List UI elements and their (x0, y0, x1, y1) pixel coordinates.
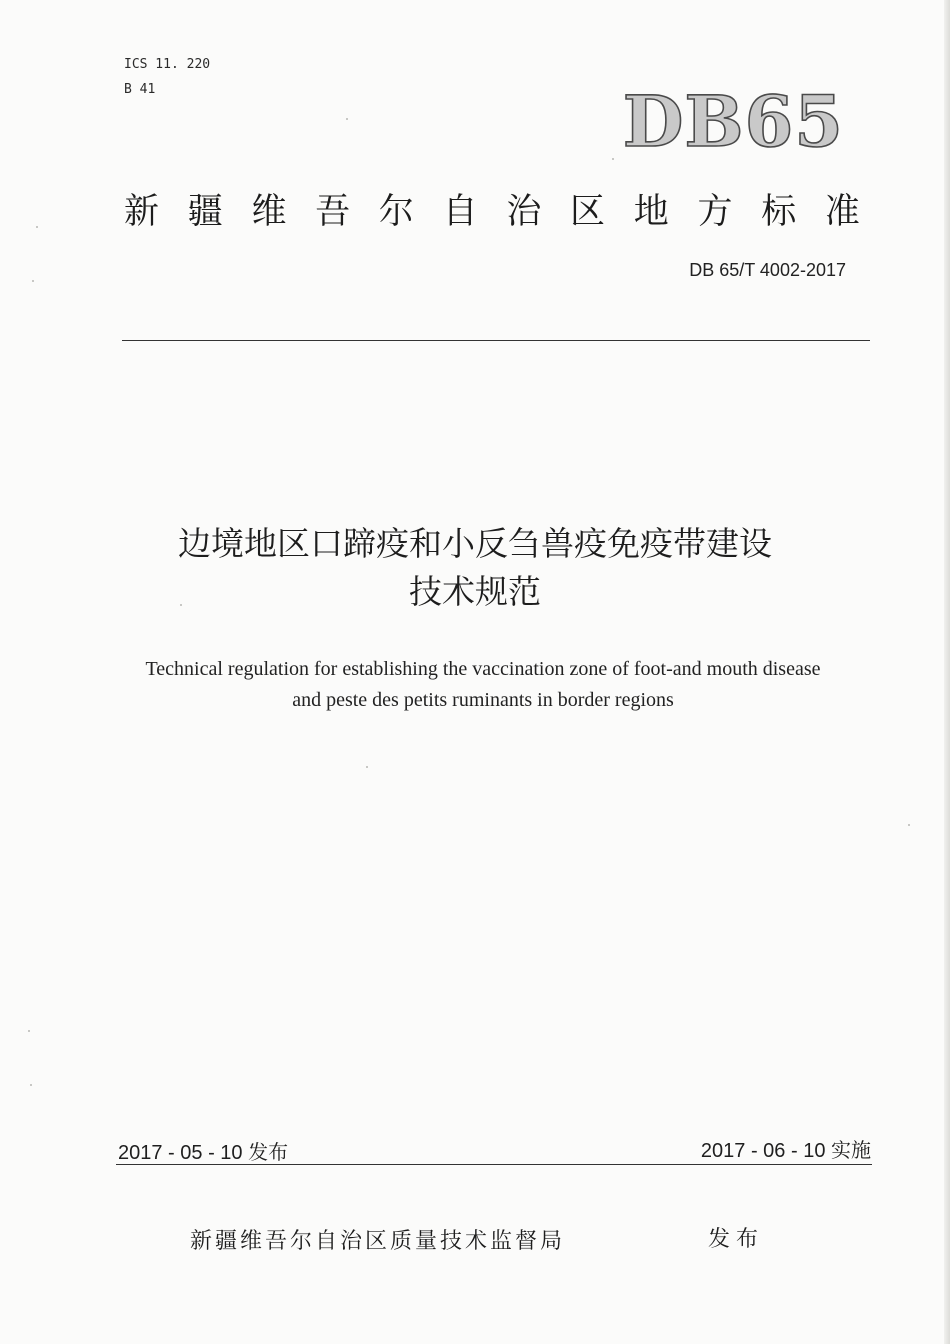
bottom-divider (116, 1164, 872, 1165)
scan-speck (366, 766, 368, 768)
scan-speck (180, 604, 182, 606)
heading-char: 新 (124, 192, 160, 232)
english-title (60, 654, 906, 716)
scan-edge-shadow (944, 0, 950, 1344)
heading-char: 治 (506, 192, 542, 232)
scan-speck (36, 226, 38, 228)
db65-logo: DB65 (622, 80, 844, 163)
heading-char: 自 (442, 192, 478, 232)
issuing-authority: 新疆维吾尔自治区质量技术监督局 (190, 1229, 566, 1254)
chinese-title (80, 520, 870, 616)
scan-speck (908, 824, 910, 826)
classification-codes (124, 52, 210, 102)
heading-char: 地 (633, 192, 669, 232)
ccs-code: B 41 (124, 82, 156, 97)
scan-speck (28, 1030, 30, 1032)
heading-char: 维 (251, 192, 287, 232)
issue-date: 2017 - 05 - 10 发布 (118, 1142, 289, 1164)
implementation-date: 2017 - 06 - 10 实施 (700, 1140, 871, 1162)
region-standard-heading (124, 188, 860, 236)
heading-char: 标 (761, 192, 797, 232)
scan-speck (346, 118, 348, 120)
scan-speck (612, 158, 614, 160)
scan-speck (32, 280, 34, 282)
heading-char: 疆 (187, 192, 223, 232)
english-title-line-1: Technical regulation for establishing the vaccination zone of foot-and mouth disease (145, 658, 821, 680)
heading-char: 方 (697, 192, 733, 232)
issuing-action: 发布 (708, 1227, 765, 1252)
chinese-title-line-2: 技术规范 (409, 572, 541, 611)
chinese-title-line-1: 边境地区口蹄疫和小反刍兽疫免疫带建设 (178, 524, 772, 563)
top-divider (122, 340, 870, 341)
heading-char: 尔 (378, 192, 414, 232)
heading-char: 准 (824, 192, 860, 232)
scan-speck (30, 1084, 32, 1086)
heading-char: 吾 (315, 192, 351, 232)
standard-number: DB 65/T 4002-2017 (689, 260, 846, 280)
english-title-line-2: and peste des petits ruminants in border regions (292, 689, 674, 711)
heading-char: 区 (570, 192, 606, 232)
ics-code: ICS 11. 220 (124, 57, 211, 72)
